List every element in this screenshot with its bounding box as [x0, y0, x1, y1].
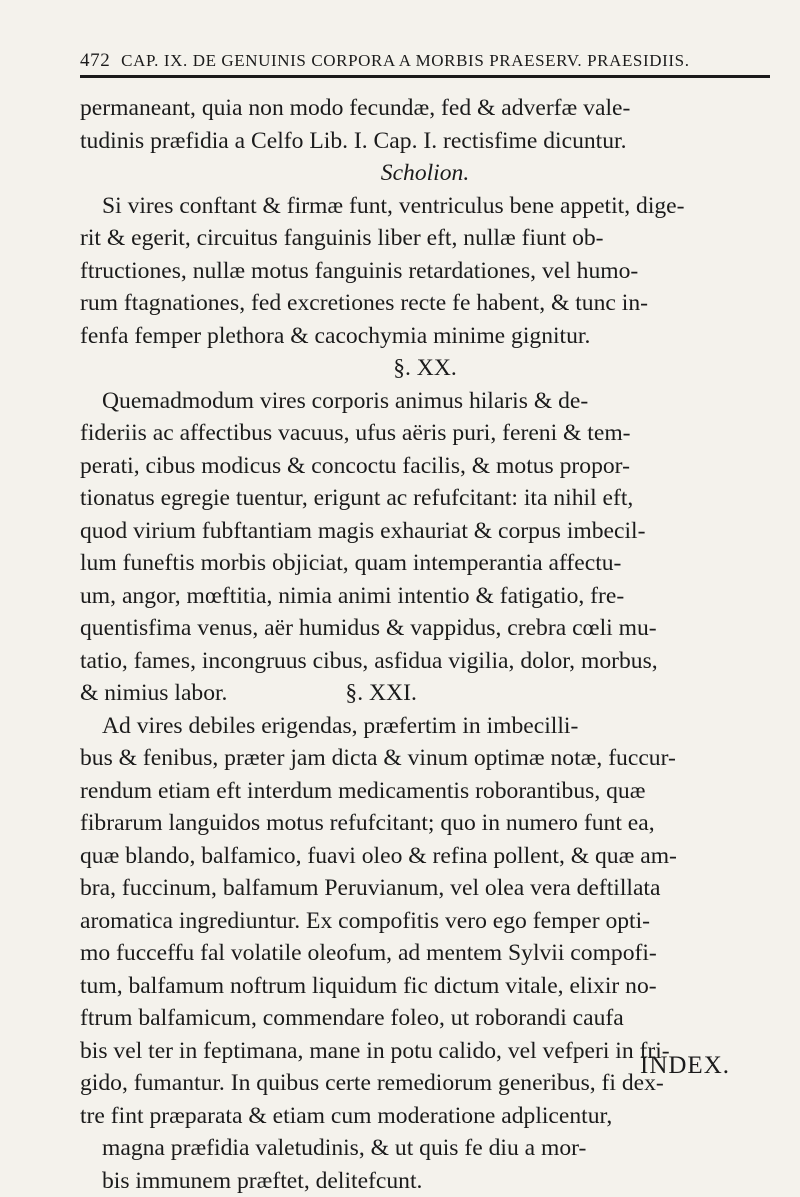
text-line: quentisfima venus, aër humidus & vappidus, crebra cœli mu-: [80, 612, 770, 645]
text-line: ftrum balfamicum, commendare foleo, ut roborandi caufa: [80, 1002, 770, 1035]
page-number: 472: [80, 50, 110, 71]
section-heading: §. XX.: [80, 352, 770, 385]
text-line: magna præfidia valetudinis, & ut quis fe diu a mor-: [80, 1132, 770, 1165]
running-header: [80, 50, 770, 72]
text-line: ftructiones, nullæ motus fanguinis retardationes, vel humo-: [80, 255, 770, 288]
text-line: tudinis præfidia a Celfo Lib. I. Cap. I. rectisfime dicuntur.: [80, 125, 770, 158]
text-line: permaneant, quia non modo fecundæ, fed & adverfæ vale-: [80, 92, 770, 125]
text-line: Si vires conftant & firmæ funt, ventriculus bene appetit, dige-: [80, 190, 770, 223]
text-line: Ad vires debiles erigendas, præfertim in imbecilli-: [80, 710, 770, 743]
text-line: rendum etiam eft interdum medicamentis roborantibus, quæ: [80, 775, 770, 808]
text-line: fenfa femper plethora & cacochymia minime gignitur.: [80, 320, 770, 353]
text-line: & nimius labor. §. XXI.: [80, 677, 770, 710]
text-line: bis vel ter in feptimana, mane in potu calido, vel vefperi in fri-: [80, 1035, 770, 1068]
text-line: quod virium fubftantiam magis exhauriat & corpus imbecil-: [80, 515, 770, 548]
text-line: perati, cibus modicus & concoctu facilis, & motus propor-: [80, 450, 770, 483]
text-line: rit & egerit, circuitus fanguinis liber eft, nullæ fiunt ob-: [80, 222, 770, 255]
running-title: CAP. IX. DE GENUINIS CORPORA A MORBIS PRAESERV. PRAESIDIIS.: [121, 51, 689, 70]
scholion-heading: Scholion.: [80, 157, 770, 190]
text-line: mo fucceffu fal volatile oleofum, ad mentem Sylvii compofi-: [80, 937, 770, 970]
text-line: bus & fenibus, præter jam dicta & vinum optimæ notæ, fuccur-: [80, 742, 770, 775]
text-line: tionatus egregie tuentur, erigunt ac refufcitant: ita nihil eft,: [80, 482, 770, 515]
text-line: um, angor, mœftitia, nimia animi intentio & fatigatio, fre-: [80, 580, 770, 613]
body-text: [80, 92, 770, 1197]
text-line: tatio, fames, incongruus cibus, asfidua vigilia, dolor, morbus,: [80, 645, 770, 678]
text-line: gido, fumantur. In quibus certe remediorum generibus, fi dex-: [80, 1067, 770, 1100]
text-line: tre fint præparata & etiam cum moderatione adplicentur,: [80, 1100, 770, 1133]
text-line: fibrarum languidos motus refufcitant; quo in numero funt ea,: [80, 807, 770, 840]
catchword: INDEX.: [640, 1052, 730, 1080]
text-line: bra, fuccinum, balfamum Peruvianum, vel olea vera deftillata: [80, 872, 770, 905]
text-line: rum ftagnationes, fed excretiones recte fe habent, & tunc in-: [80, 287, 770, 320]
text-line: tum, balfamum noftrum liquidum fic dictum vitale, elixir no-: [80, 970, 770, 1003]
text-line: aromatica ingrediuntur. Ex compofitis vero ego femper opti-: [80, 905, 770, 938]
text-line: lum funeftis morbis objiciat, quam intemperantia affectu-: [80, 547, 770, 580]
text-line: Quemadmodum vires corporis animus hilaris & de-: [80, 385, 770, 418]
text-line: fideriis ac affectibus vacuus, ufus aëris puri, fereni & tem-: [80, 417, 770, 450]
header-rule: [80, 75, 770, 78]
text-line: quæ blando, balfamico, fuavi oleo & refina pollent, & quæ am-: [80, 840, 770, 873]
text-line: bis immunem præftet, delitefcunt.: [80, 1165, 770, 1197]
